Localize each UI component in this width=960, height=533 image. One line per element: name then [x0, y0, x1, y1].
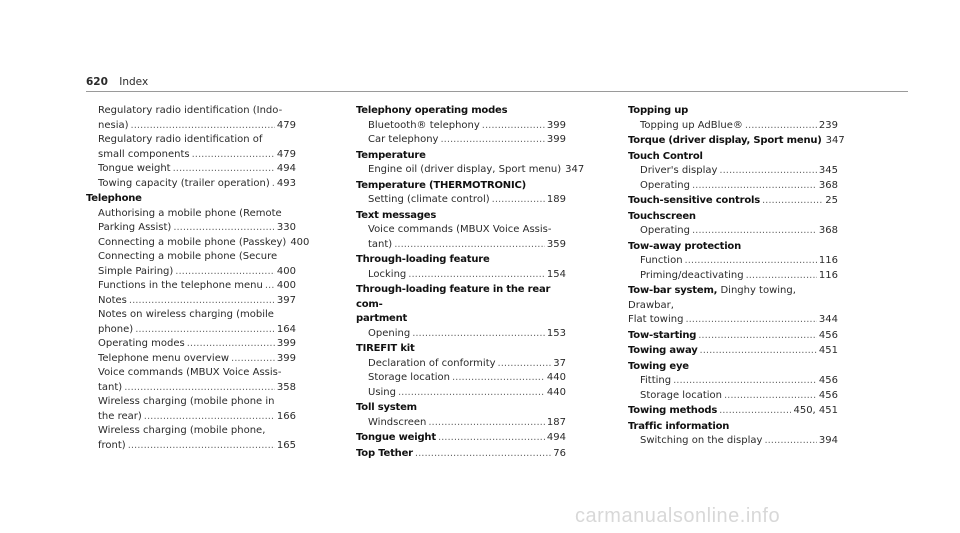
page-ref: 344 — [818, 314, 838, 325]
page-ref: 399 — [546, 134, 566, 145]
index-entry: Opening ..... 153 — [356, 327, 566, 342]
index-entry: Windscreen ..... 187 — [356, 416, 566, 431]
index-entry: the rear) ..... 166 — [86, 410, 296, 425]
index-entry: Connecting a mobile phone (Passkey) 400 — [86, 236, 296, 251]
page-ref: 494 — [276, 163, 296, 174]
index-entry: Tow-bar system, Dinghy towing, Drawbar, — [628, 285, 796, 311]
index-entry: Authorising a mobile phone (Remote — [98, 207, 282, 219]
index-entry: Bluetooth® telephony ..... 399 — [356, 119, 566, 134]
page-ref: 359 — [546, 238, 566, 250]
index-entry: Telephone menu overview ..... 399 — [86, 352, 296, 367]
index-entry: Notes ..... 397 — [86, 294, 296, 309]
index-entry: Setting (climate control) ..... 189 — [356, 193, 566, 208]
watermark: carmanualsonline.info — [575, 505, 781, 527]
index-entry: Connecting a mobile phone (Secure — [98, 251, 278, 262]
index-entry: Notes on wireless charging (mobile — [98, 309, 274, 320]
index-entry: Wireless charging (mobile phone in — [98, 396, 275, 407]
page-ref: 358 — [276, 381, 296, 393]
index-heading: Touch Control — [628, 150, 703, 162]
index-heading: Towing eye — [628, 360, 689, 372]
index-entry: Engine oil (driver display, Sport menu) 347 — [356, 163, 566, 178]
index-heading: Toll system — [356, 402, 417, 413]
page-number: 620 — [86, 76, 108, 88]
page-ref: 239 — [818, 119, 838, 131]
index-entry: Tongue weight ..... 494 — [86, 162, 296, 177]
index-entry: Torque (driver display, Sport menu) 347 — [628, 134, 838, 149]
index-entry: Regulatory radio identification of — [98, 134, 263, 145]
page-ref: 400 — [276, 265, 296, 277]
page-ref: 37 — [553, 357, 566, 369]
page-header — [86, 76, 148, 88]
page-ref: 116 — [818, 255, 838, 266]
index-entry: Parking Assist) ..... 330 — [86, 221, 296, 236]
index-entry: front) ..... 165 — [86, 439, 296, 454]
page-ref: 479 — [276, 148, 296, 160]
index-entry: phone) ..... 164 — [86, 323, 296, 338]
page-ref: 400 — [276, 280, 296, 291]
page-ref: 347 — [565, 164, 585, 175]
index-entry: Towing capacity (trailer operation) ..... 493 — [86, 177, 296, 192]
page-ref: 165 — [276, 439, 296, 451]
page-ref: 166 — [276, 410, 296, 422]
page-ref: 440 — [546, 386, 566, 398]
index-heading: Topping up — [628, 105, 689, 116]
page-ref: 154 — [546, 268, 566, 280]
page-ref: 76 — [553, 447, 566, 459]
page-ref: 450, 451 — [793, 405, 838, 416]
page-ref: 399 — [276, 352, 296, 364]
page-ref: 456 — [818, 375, 838, 386]
index-entry: Functions in the telephone menu ..... 400 — [86, 279, 296, 294]
page-ref: 479 — [276, 119, 296, 131]
page-ref: 187 — [546, 416, 566, 428]
page-ref: 347 — [825, 135, 845, 146]
index-entry: Priming/deactivating ..... 116 — [628, 269, 838, 284]
index-entry: Tongue weight ..... 494 — [356, 431, 566, 446]
page-ref: 116 — [818, 269, 838, 281]
index-entry: tant) ..... 359 — [356, 238, 566, 253]
index-entry: Simple Pairing) ..... 400 — [86, 265, 296, 280]
index-column-2 — [356, 104, 585, 461]
index-entry: Tow-starting ..... 456 — [628, 329, 838, 344]
index-entry: Towing methods ..... 450, 451 — [628, 404, 838, 419]
index-entry: Operating modes ..... 399 — [86, 337, 296, 352]
page-ref: 399 — [276, 338, 296, 349]
index-entry: Operating ..... 368 — [628, 224, 838, 239]
index-entry: nesia) ..... 479 — [86, 119, 296, 134]
page-ref: 394 — [818, 435, 838, 446]
page-ref: 399 — [546, 119, 566, 131]
index-entry: Function ..... 116 — [628, 254, 838, 269]
page-ref: 164 — [276, 323, 296, 335]
index-entry: small components ..... 479 — [86, 148, 296, 163]
header-divider — [86, 91, 908, 92]
index-entry: Fitting ..... 456 — [628, 374, 838, 389]
index-entry: Regulatory radio identification (Indo- — [98, 105, 283, 116]
index-heading: Temperature (THERMOTRONIC) — [356, 179, 526, 191]
page-ref: 456 — [818, 389, 838, 401]
page-ref: 456 — [818, 329, 838, 341]
index-column-3 — [628, 104, 845, 449]
section-title: Index — [119, 76, 149, 88]
index-entry: Flat towing ..... 344 — [628, 313, 838, 328]
index-entry: Wireless charging (mobile phone, — [98, 425, 266, 436]
index-column-1 — [86, 104, 310, 453]
index-entry: Topping up AdBlue® ..... 239 — [628, 119, 838, 134]
page-ref: 25 — [825, 195, 838, 206]
page-ref: 440 — [546, 372, 566, 383]
index-heading: Temperature — [356, 149, 426, 161]
page-ref: 368 — [818, 179, 838, 191]
index-heading: Tow-away protection — [628, 240, 742, 252]
index-entry: Voice commands (MBUX Voice Assis- — [368, 224, 552, 235]
page-ref: 330 — [276, 222, 296, 233]
index-entry: tant) ..... 358 — [86, 381, 296, 396]
index-entry: Towing away ..... 451 — [628, 344, 838, 359]
page-ref: 451 — [818, 345, 838, 356]
index-heading: Telephony operating modes — [356, 105, 508, 116]
index-entry: Storage location ..... 440 — [356, 371, 566, 386]
index-entry: Operating ..... 368 — [628, 179, 838, 194]
index-heading: partment — [356, 313, 408, 324]
index-entry: Storage location ..... 456 — [628, 389, 838, 404]
index-heading: Traffic information — [628, 420, 730, 432]
page-ref: 368 — [818, 225, 838, 236]
index-entry: Using ..... 440 — [356, 386, 566, 401]
index-entry: Switching on the display ..... 394 — [628, 434, 838, 449]
page-ref: 153 — [546, 327, 566, 339]
index-heading: Text messages — [356, 209, 437, 221]
index-heading: Through-loading feature in the rear com- — [356, 284, 551, 310]
index-entry: Locking ..... 154 — [356, 268, 566, 283]
page-ref: 493 — [276, 177, 296, 189]
index-heading: Through-loading feature — [356, 254, 490, 265]
index-heading: Telephone — [86, 193, 142, 204]
index-entry: Car telephony ..... 399 — [356, 133, 566, 148]
page-ref: 189 — [546, 194, 566, 205]
page-ref: 494 — [546, 432, 566, 443]
page-ref: 400 — [290, 236, 310, 248]
index-entry: Touch-sensitive controls ..... 25 — [628, 194, 838, 209]
page-ref: 345 — [818, 165, 838, 176]
page-ref: 397 — [276, 294, 296, 306]
index-entry: Declaration of conformity ..... 37 — [356, 357, 566, 372]
index-heading: Touchscreen — [628, 210, 696, 222]
index-entry: Top Tether ..... 76 — [356, 447, 566, 462]
index-entry: Voice commands (MBUX Voice Assis- — [98, 367, 282, 378]
index-entry: Driver's display ..... 345 — [628, 164, 838, 179]
index-heading: TIREFIT kit — [356, 343, 415, 354]
